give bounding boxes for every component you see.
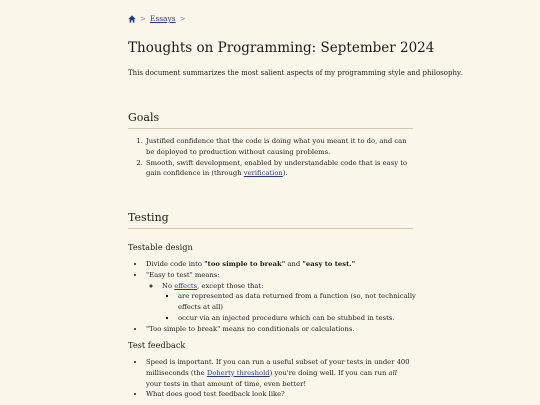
breadcrumb — [128, 14, 185, 23]
goals-item-2-text: Smooth, swift development, enabled by understandable code that is easy to gain confidence in (through — [146, 158, 408, 178]
testable-design-list — [128, 259, 418, 335]
breadcrumb-essays-link[interactable]: Essays — [149, 14, 176, 23]
list-item — [145, 324, 418, 335]
item-text: "Easy to test" means: — [146, 270, 220, 279]
list-item — [145, 158, 413, 180]
goals-item-1-text: Justified confidence that the code is doing what you meant it to do, and can be deployed to production without causing problems. — [146, 137, 407, 156]
list-item — [177, 313, 418, 324]
item-text: Divide code into — [146, 260, 205, 268]
item-text: , except those that: — [197, 281, 264, 290]
test-feedback-heading: Test feedback — [128, 340, 186, 350]
list-item — [145, 270, 418, 324]
goals-item-2-end: ). — [282, 169, 288, 178]
item-text: and — [285, 260, 303, 268]
list-item — [145, 136, 413, 158]
goals-list — [128, 136, 413, 179]
test-feedback-list — [128, 357, 413, 400]
breadcrumb-separator-icon: > — [140, 14, 146, 23]
strong-text: "easy to test." — [302, 260, 356, 268]
doherty-threshold-link[interactable]: Doherty threshold — [206, 368, 270, 377]
item-text: What does good test feedback look like? — [146, 390, 285, 399]
sub-list — [146, 281, 418, 324]
sub-sub-list — [162, 291, 418, 323]
emphasis-text: all — [388, 368, 397, 377]
list-item — [145, 389, 413, 400]
list-item — [145, 259, 418, 270]
goals-heading: Goals — [128, 111, 413, 129]
intro-paragraph: This document summarizes the most salient aspects of my programming style and philosophy. — [128, 69, 463, 77]
list-item — [177, 291, 418, 313]
home-icon[interactable] — [128, 15, 136, 23]
effects-link[interactable]: effects — [174, 281, 198, 290]
testable-design-heading: Testable design — [128, 242, 193, 252]
page-title: Thoughts on Programming: September 2024 — [128, 40, 435, 56]
item-text: occur via an injected procedure which can be stubbed in tests. — [178, 313, 395, 322]
item-text: your tests in that amount of time, even better! — [146, 379, 307, 388]
item-text: Speed is important. If you can run a useful subset of your tests in under 400 milliseconds (the — [146, 358, 410, 377]
list-item — [145, 357, 413, 389]
list-item — [161, 281, 418, 324]
testing-heading: Testing — [128, 211, 413, 229]
item-text: ) you're doing well. If you can run — [269, 368, 389, 377]
breadcrumb-separator-icon: > — [179, 14, 186, 23]
verification-link[interactable]: verification — [243, 169, 283, 178]
item-text: are represented as data returned from a function (so, not technically effects at all) — [178, 292, 416, 312]
strong-text: "too simple to break" — [204, 260, 286, 268]
item-text: No — [162, 281, 175, 290]
item-text: "Too simple to break" means no conditionals or calculations. — [146, 324, 355, 333]
